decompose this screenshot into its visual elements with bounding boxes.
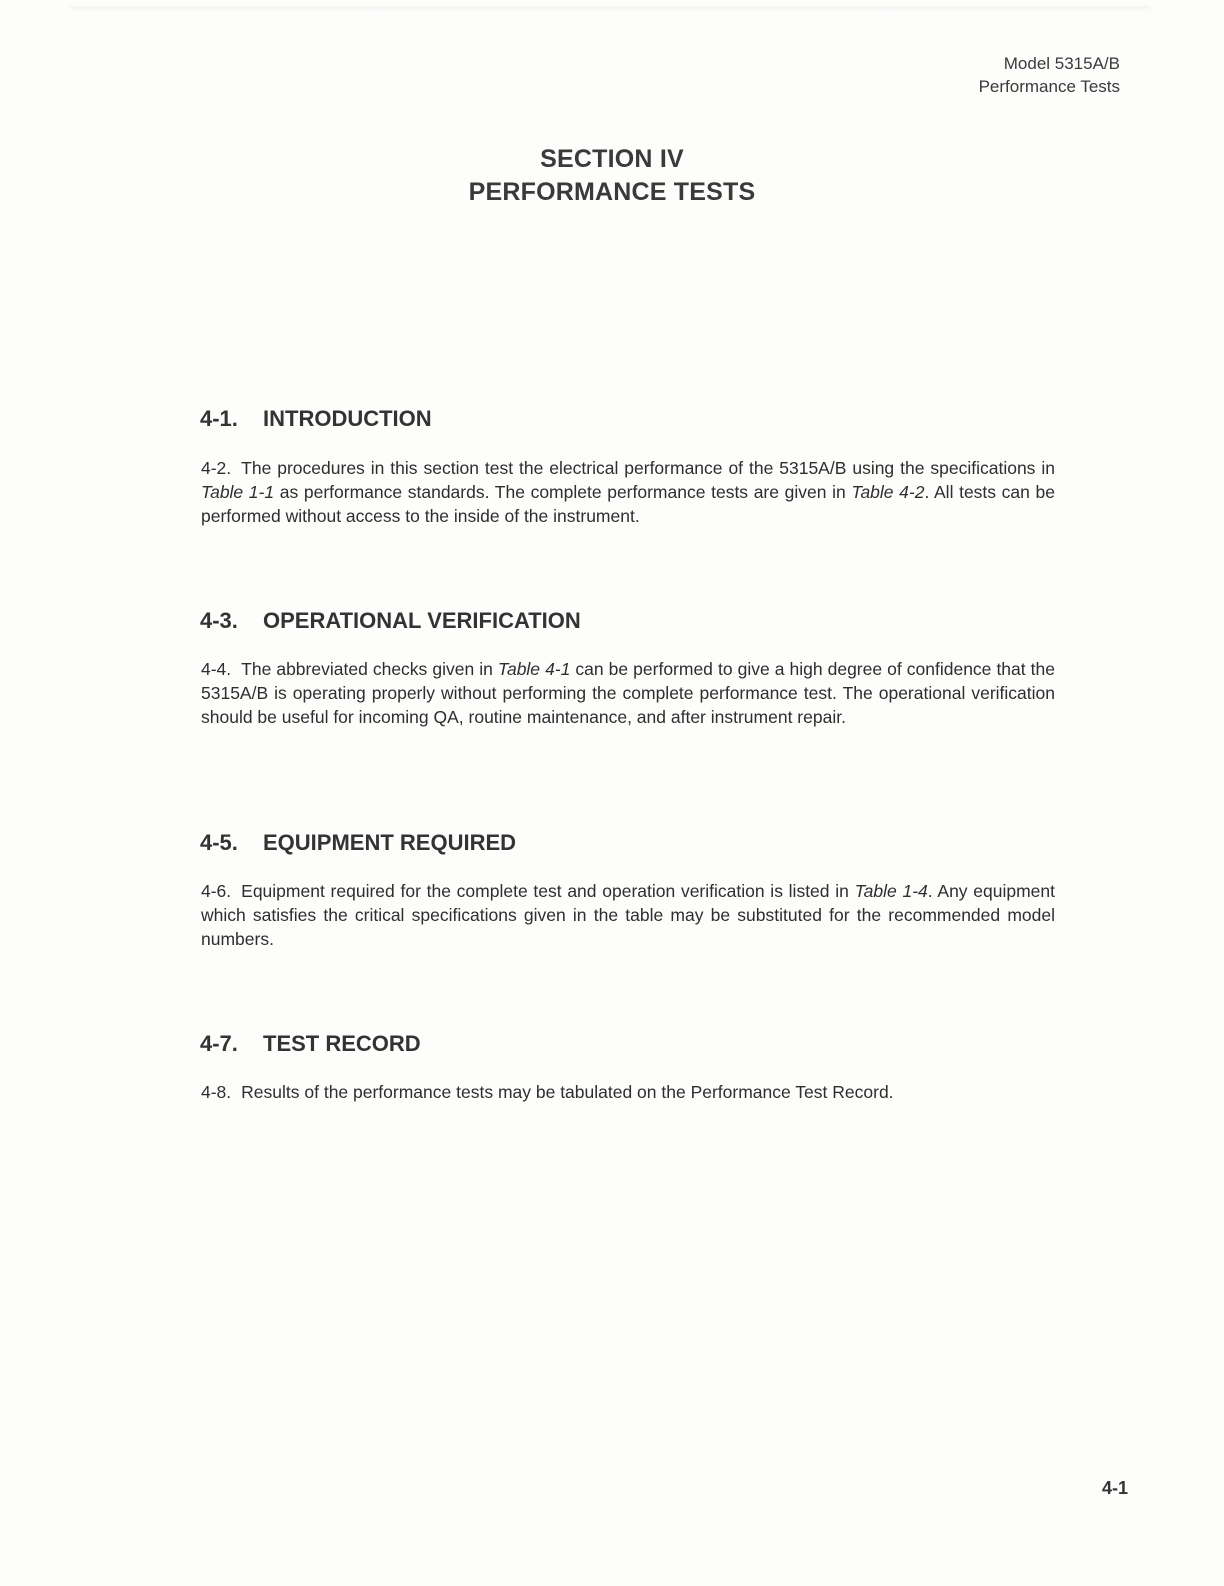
paragraph-text: can be performed to give a high degree of confidence that the 5315A/B is operating properly without performing the complete performance test. The operational verification should be useful for incoming QA, routine maintenance, and after instrument repair. <box>201 659 1055 727</box>
paragraph-text: Results of the performance tests may be tabulated on the Performance Test Record. <box>241 1082 894 1102</box>
section-title-line1: SECTION IV <box>540 145 684 173</box>
paragraph-number: 4-8. <box>201 1082 232 1102</box>
heading-equipment-required <box>200 830 516 856</box>
heading-number: 4-1. <box>200 406 238 431</box>
header-model: Model 5315A/B <box>1003 54 1120 73</box>
paragraph-4-2 <box>201 456 1055 528</box>
paragraph-text: The abbreviated checks given in <box>241 659 498 679</box>
heading-number: 4-3. <box>200 608 238 633</box>
header-section-name: Performance Tests <box>978 77 1120 96</box>
table-reference: Table 1-1 <box>201 482 275 502</box>
paragraph-text: . All tests can be performed without access to the inside of the instrument. <box>201 482 1056 526</box>
paragraph-number: 4-6. <box>201 881 232 901</box>
paragraph-4-6 <box>201 879 1055 951</box>
page-number: 4-1 <box>1101 1478 1128 1498</box>
heading-text: INTRODUCTION <box>263 406 432 431</box>
table-reference: Table 1-4 <box>854 881 928 901</box>
heading-text: EQUIPMENT REQUIRED <box>263 830 517 855</box>
table-reference: Table 4-2 <box>851 482 925 502</box>
paragraph-number: 4-4. <box>201 659 232 679</box>
table-reference: Table 4-1 <box>497 659 571 679</box>
scan-edge-shade <box>70 6 1150 12</box>
section-title-line2: PERFORMANCE TESTS <box>468 178 756 206</box>
heading-operational-verification <box>200 608 581 634</box>
paragraph-text: as performance standards. The complete performance tests are given in <box>274 482 852 502</box>
paragraph-4-4 <box>201 657 1055 729</box>
paragraph-number: 4-2. <box>201 458 232 478</box>
section-title <box>0 143 1224 209</box>
running-header <box>979 52 1120 98</box>
heading-introduction <box>200 406 432 432</box>
heading-number: 4-7. <box>200 1031 238 1056</box>
paragraph-4-8 <box>201 1080 1055 1104</box>
paragraph-text: The procedures in this section test the electrical performance of the 5315A/B using the specifications in <box>241 458 1055 478</box>
paragraph-text: . Any equipment which satisfies the critical specifications given in the table may be substituted for the recommended model numbers. <box>201 881 1056 949</box>
heading-text: OPERATIONAL VERIFICATION <box>263 608 581 633</box>
heading-number: 4-5. <box>200 830 238 855</box>
heading-text: TEST RECORD <box>263 1031 421 1056</box>
heading-test-record <box>200 1031 421 1057</box>
paragraph-text: Equipment required for the complete test and operation verification is listed in <box>241 881 855 901</box>
